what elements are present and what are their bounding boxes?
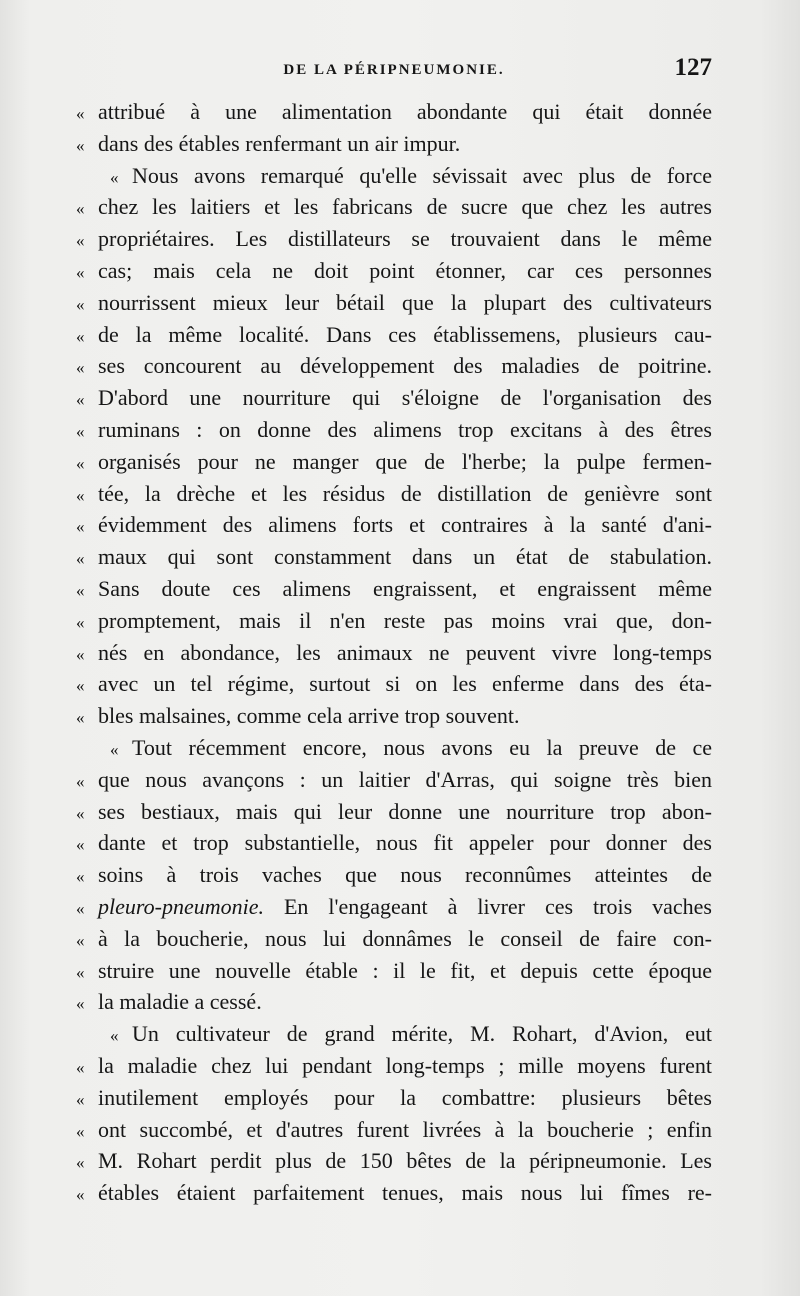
text-line: [76, 605, 712, 637]
text-line: [76, 732, 712, 764]
line-text: ses concourent au développement des maladies de poitrine.: [98, 353, 712, 379]
text-line: [76, 668, 712, 700]
text-line: [76, 446, 712, 478]
text-line: [76, 160, 712, 192]
text-line: [76, 1114, 712, 1146]
line-text: D'abord une nourriture qui s'éloigne de l'organisation des: [98, 385, 712, 411]
text-line: [76, 573, 712, 605]
text-line: [76, 478, 712, 510]
text-line: [76, 1018, 712, 1050]
text-line: [76, 955, 712, 987]
quote-mark: «: [110, 167, 119, 187]
text-line: [76, 287, 712, 319]
line-text: organisés pour ne manger que de l'herbe; la pulpe fermen-: [98, 448, 712, 474]
quote-mark: «: [76, 1089, 85, 1109]
text-line: [76, 700, 712, 732]
quote-mark: «: [76, 867, 85, 887]
text-line: [76, 128, 712, 160]
page-header: [76, 52, 712, 88]
line-text: dante et trop substantielle, nous fit appeler pour donner des: [98, 830, 712, 856]
quote-mark: «: [76, 231, 85, 251]
text-line: [76, 509, 712, 541]
line-text: Sans doute ces alimens engraissent, et engraissent même: [98, 575, 712, 601]
quote-mark: «: [76, 771, 85, 791]
line-text: M. Rohart perdit plus de 150 bêtes de la péripneumonie. Les: [98, 1148, 712, 1174]
quote-mark: «: [76, 676, 85, 696]
line-text: nés en abondance, les animaux ne peuvent vivre long-temps: [98, 639, 712, 665]
line-text: de la même localité. Dans ces établissemens, plusieurs cau-: [98, 321, 712, 347]
quote-mark: «: [76, 580, 85, 600]
text-line: [76, 986, 712, 1018]
line-text: la maladie chez lui pendant long-temps ; mille moyens furent: [98, 1052, 712, 1078]
text-line: [76, 1145, 712, 1177]
text-line: [76, 414, 712, 446]
quote-mark: «: [76, 644, 85, 664]
text-line: [76, 255, 712, 287]
quote-mark: «: [76, 1153, 85, 1173]
line-text: maux qui sont constamment dans un état de stabulation.: [98, 544, 712, 570]
quote-mark: «: [76, 199, 85, 219]
line-text: soins à trois vaches que nous reconnûmes atteintes de: [98, 862, 712, 888]
text-line: [76, 541, 712, 573]
quote-mark: «: [76, 517, 85, 537]
italic-term: pleuro-pneumonie.: [98, 893, 264, 919]
line-text: chez les laitiers et les fabricans de sucre que chez les autres: [98, 194, 712, 220]
line-text: ruminans : on donne des alimens trop excitans à des êtres: [98, 416, 712, 442]
quote-mark: «: [76, 326, 85, 346]
line-text: attribué à une alimentation abondante qui était donnée: [98, 99, 712, 124]
text-line: [76, 859, 712, 891]
quote-mark: «: [76, 803, 85, 823]
line-text: à la boucherie, nous lui donnâmes le conseil de faire con-: [98, 925, 712, 951]
quote-mark: «: [76, 708, 85, 728]
line-text: tée, la drèche et les résidus de distillation de genièvre sont: [98, 480, 712, 506]
line-text: cas; mais cela ne doit point étonner, car ces personnes: [98, 257, 712, 283]
text-line: [76, 796, 712, 828]
quote-mark: «: [76, 549, 85, 569]
text-line: [76, 637, 712, 669]
quote-mark: «: [76, 135, 85, 155]
quote-mark: «: [76, 485, 85, 505]
quote-mark: «: [110, 1026, 119, 1046]
line-text: Un cultivateur de grand mérite, M. Rohart, d'Avion, eut: [132, 1021, 712, 1047]
text-line: [76, 1177, 712, 1209]
text-line: [76, 827, 712, 859]
text-line: [76, 1050, 712, 1082]
text-line: [76, 191, 712, 223]
line-text: inutilement employés pour la combattre: plusieurs bêtes: [98, 1084, 712, 1110]
line-text: la maladie a cessé.: [98, 989, 262, 1015]
text-line: [76, 350, 712, 382]
line-text: propriétaires. Les distillateurs se trouvaient dans le même: [98, 226, 712, 252]
text-line: [76, 764, 712, 796]
line-text: bles malsaines, comme cela arrive trop souvent.: [98, 703, 520, 729]
line-text: ont succombé, et d'autres furent livrées à la boucherie ; enfin: [98, 1116, 712, 1142]
quote-mark: «: [110, 739, 119, 759]
text-line: [76, 1082, 712, 1114]
quote-mark: «: [76, 930, 85, 950]
quote-mark: «: [76, 421, 85, 441]
quote-mark: «: [76, 453, 85, 473]
line-text: Tout récemment encore, nous avons eu la preuve de ce: [132, 734, 712, 760]
quote-mark: «: [76, 1121, 85, 1141]
line-text: étables étaient parfaitement tenues, mais nous lui fîmes re-: [98, 1180, 712, 1206]
line-text: ses bestiaux, mais qui leur donne une nourriture trop abon-: [98, 798, 712, 824]
quote-mark: «: [76, 1057, 85, 1077]
quote-mark: «: [76, 962, 85, 982]
text-line: [76, 923, 712, 955]
quote-mark: «: [76, 294, 85, 314]
quote-mark: «: [76, 994, 85, 1014]
quote-mark: «: [76, 1185, 85, 1205]
page-number: 127: [674, 54, 712, 81]
text-line: [76, 319, 712, 351]
text-line: [76, 382, 712, 414]
line-text: dans des étables renfermant un air impur.: [98, 130, 461, 156]
quote-mark: «: [76, 390, 85, 410]
line-text: que nous avançons : un laitier d'Arras, qui soigne très bien: [98, 766, 712, 792]
line-text: nourrissent mieux leur bétail que la plupart des cultivateurs: [98, 289, 712, 315]
text-line: [76, 891, 712, 923]
quote-mark: «: [76, 898, 85, 918]
line-text: Nous avons remarqué qu'elle sévissait avec plus de force: [132, 162, 712, 188]
running-title: DE LA PÉRIPNEUMONIE.: [283, 62, 505, 78]
text-line: [76, 223, 712, 255]
quote-mark: «: [76, 835, 85, 855]
quote-mark: «: [76, 612, 85, 632]
line-text: évidemment des alimens forts et contraires à la santé d'ani-: [98, 512, 712, 538]
text-body: [76, 96, 712, 1209]
line-text: promptement, mais il n'en reste pas moins vrai que, don-: [98, 607, 712, 633]
line-text: struire une nouvelle étable : il le fit, et depuis cette époque: [98, 957, 712, 983]
quote-mark: «: [76, 262, 85, 282]
text-line: [76, 96, 712, 128]
quote-mark: «: [76, 358, 85, 378]
quote-mark: «: [76, 104, 85, 123]
line-text: avec un tel régime, surtout si on les enferme dans des éta-: [98, 671, 712, 697]
line-text: En l'engageant à livrer ces trois vaches: [263, 893, 712, 919]
